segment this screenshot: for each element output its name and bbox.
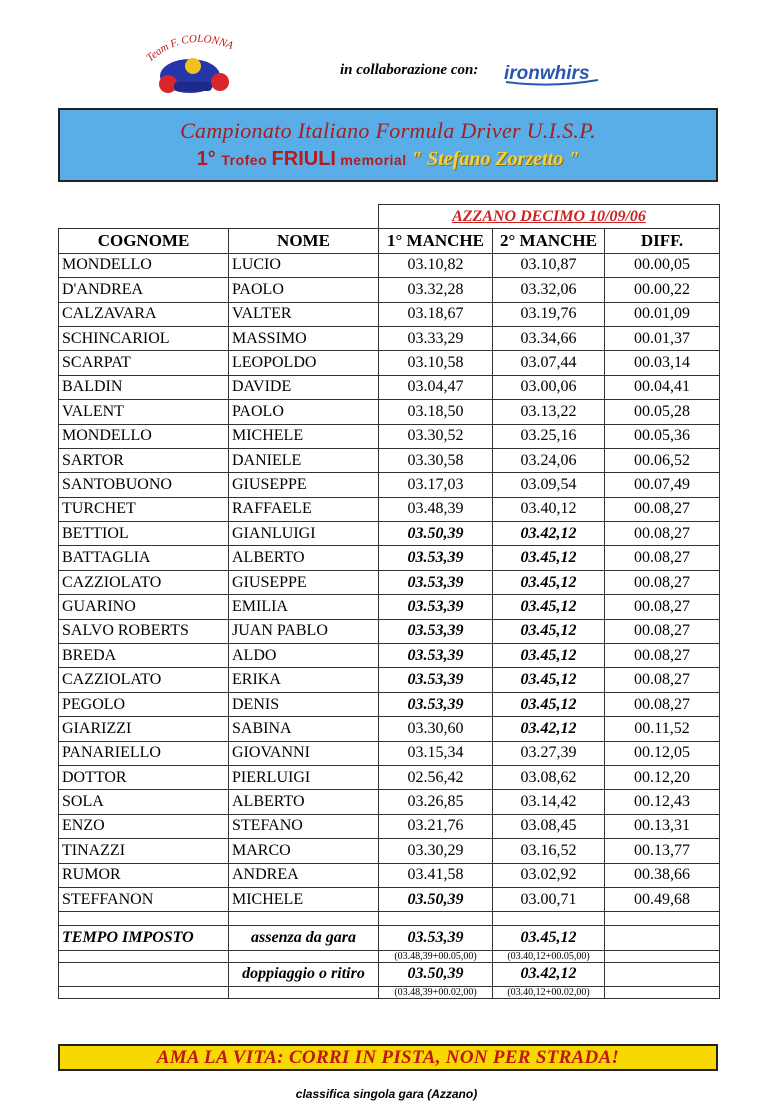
nome-cell: VALTER bbox=[229, 302, 379, 326]
cognome-cell: TINAZZI bbox=[59, 839, 229, 863]
nome-cell: MASSIMO bbox=[229, 326, 379, 350]
column-header: COGNOME bbox=[59, 229, 229, 253]
diff-cell: 00.12,05 bbox=[605, 741, 720, 765]
nome-cell: GIUSEPPE bbox=[229, 473, 379, 497]
absence-formula-row bbox=[59, 950, 720, 962]
diff-cell: 00.38,66 bbox=[605, 863, 720, 887]
trophy-word: Trofeo bbox=[221, 152, 272, 168]
manche1-cell: 03.53,39 bbox=[379, 668, 493, 692]
manche2-cell: 03.45,12 bbox=[493, 692, 605, 716]
championship-title: Campionato Italiano Formula Driver U.I.S.P. bbox=[180, 118, 596, 143]
cognome-cell: CAZZIOLATO bbox=[59, 668, 229, 692]
cognome-cell: TURCHET bbox=[59, 497, 229, 521]
cognome-cell: BREDA bbox=[59, 644, 229, 668]
table-row bbox=[59, 302, 720, 326]
diff-cell: 00.01,37 bbox=[605, 326, 720, 350]
nome-cell: SABINA bbox=[229, 717, 379, 741]
manche2-cell: 03.00,71 bbox=[493, 887, 605, 911]
manche1-cell: 03.10,58 bbox=[379, 351, 493, 375]
nome-cell: DENIS bbox=[229, 692, 379, 716]
manche2-cell: 03.27,39 bbox=[493, 741, 605, 765]
nome-cell: MICHELE bbox=[229, 887, 379, 911]
nome-cell: STEFANO bbox=[229, 814, 379, 838]
diff-cell: 00.05,28 bbox=[605, 400, 720, 424]
manche2-cell: 03.34,66 bbox=[493, 326, 605, 350]
column-header: DIFF. bbox=[605, 229, 720, 253]
table-row bbox=[59, 570, 720, 594]
cognome-cell: PANARIELLO bbox=[59, 741, 229, 765]
collaboration-label: in collaborazione con: bbox=[340, 62, 479, 78]
diff-cell: 00.05,36 bbox=[605, 424, 720, 448]
manche1-cell: 03.50,39 bbox=[379, 522, 493, 546]
lapped-m1-formula: (03.48,39+00.02,00) bbox=[379, 987, 493, 999]
diff-cell: 00.01,09 bbox=[605, 302, 720, 326]
manche1-cell: 02.56,42 bbox=[379, 765, 493, 789]
nome-cell: GIUSEPPE bbox=[229, 570, 379, 594]
nome-cell: GIANLUIGI bbox=[229, 522, 379, 546]
diff-cell: 00.12,43 bbox=[605, 790, 720, 814]
manche2-cell: 03.09,54 bbox=[493, 473, 605, 497]
results-table bbox=[58, 204, 720, 999]
table-row bbox=[59, 790, 720, 814]
lapped-m2-formula: (03.40,12+00.02,00) bbox=[493, 987, 605, 999]
diff-cell: 00.08,27 bbox=[605, 619, 720, 643]
manche2-cell: 03.45,12 bbox=[493, 570, 605, 594]
absence-m1-formula: (03.48,39+00.05,00) bbox=[379, 950, 493, 962]
manche2-cell: 03.32,06 bbox=[493, 278, 605, 302]
nome-cell: DANIELE bbox=[229, 448, 379, 472]
table-row bbox=[59, 351, 720, 375]
manche1-cell: 03.53,39 bbox=[379, 692, 493, 716]
manche2-cell: 03.19,76 bbox=[493, 302, 605, 326]
absence-m2-formula: (03.40,12+00.05,00) bbox=[493, 950, 605, 962]
nome-cell: RAFFAELE bbox=[229, 497, 379, 521]
manche1-cell: 03.48,39 bbox=[379, 497, 493, 521]
nome-cell: ALBERTO bbox=[229, 546, 379, 570]
venue-date: AZZANO DECIMO 10/09/06 bbox=[379, 205, 720, 229]
trophy-title bbox=[60, 148, 716, 171]
manche2-cell: 03.00,06 bbox=[493, 375, 605, 399]
table-row bbox=[59, 497, 720, 521]
manche2-cell: 03.10,87 bbox=[493, 253, 605, 277]
column-header: 1° MANCHE bbox=[379, 229, 493, 253]
manche2-cell: 03.45,12 bbox=[493, 644, 605, 668]
cognome-cell: SALVO ROBERTS bbox=[59, 619, 229, 643]
cognome-cell: D'ANDREA bbox=[59, 278, 229, 302]
manche1-cell: 03.30,60 bbox=[379, 717, 493, 741]
manche1-cell: 03.30,52 bbox=[379, 424, 493, 448]
manche2-cell: 03.24,06 bbox=[493, 448, 605, 472]
diff-cell: 00.08,27 bbox=[605, 497, 720, 521]
championship-banner bbox=[58, 108, 718, 182]
cognome-cell: SARTOR bbox=[59, 448, 229, 472]
cognome-cell: STEFFANON bbox=[59, 887, 229, 911]
table-row bbox=[59, 765, 720, 789]
column-header: 2° MANCHE bbox=[493, 229, 605, 253]
table-row bbox=[59, 887, 720, 911]
table-row bbox=[59, 326, 720, 350]
nome-cell: LEOPOLDO bbox=[229, 351, 379, 375]
cognome-cell: DOTTOR bbox=[59, 765, 229, 789]
table-row bbox=[59, 619, 720, 643]
nome-cell: EMILIA bbox=[229, 595, 379, 619]
diff-cell: 00.03,14 bbox=[605, 351, 720, 375]
nome-cell: GIOVANNI bbox=[229, 741, 379, 765]
cognome-cell: VALENT bbox=[59, 400, 229, 424]
cognome-cell: GUARINO bbox=[59, 595, 229, 619]
cognome-cell: MONDELLO bbox=[59, 253, 229, 277]
diff-cell: 00.13,31 bbox=[605, 814, 720, 838]
manche1-cell: 03.18,50 bbox=[379, 400, 493, 424]
manche2-cell: 03.45,12 bbox=[493, 546, 605, 570]
table-header bbox=[59, 229, 720, 253]
nome-cell: LUCIO bbox=[229, 253, 379, 277]
table-row bbox=[59, 278, 720, 302]
table-row bbox=[59, 473, 720, 497]
manche2-cell: 03.42,12 bbox=[493, 717, 605, 741]
table-row bbox=[59, 717, 720, 741]
manche1-cell: 03.32,28 bbox=[379, 278, 493, 302]
manche1-cell: 03.53,39 bbox=[379, 570, 493, 594]
manche1-cell: 03.53,39 bbox=[379, 595, 493, 619]
nome-cell: PAOLO bbox=[229, 400, 379, 424]
manche2-cell: 03.08,62 bbox=[493, 765, 605, 789]
diff-cell: 00.12,20 bbox=[605, 765, 720, 789]
nome-cell: ERIKA bbox=[229, 668, 379, 692]
absence-m2: 03.45,12 bbox=[493, 926, 605, 950]
cognome-cell: RUMOR bbox=[59, 863, 229, 887]
table-row bbox=[59, 595, 720, 619]
table-row bbox=[59, 814, 720, 838]
memorial-name: " Stefano Zorzetto " bbox=[411, 148, 580, 170]
team-colonna-logo bbox=[138, 28, 253, 100]
diff-cell: 00.08,27 bbox=[605, 522, 720, 546]
cognome-cell: PEGOLO bbox=[59, 692, 229, 716]
diff-cell: 00.08,27 bbox=[605, 570, 720, 594]
nome-cell: PIERLUIGI bbox=[229, 765, 379, 789]
nome-cell: ALDO bbox=[229, 644, 379, 668]
diff-cell: 00.13,77 bbox=[605, 839, 720, 863]
table-row bbox=[59, 448, 720, 472]
manche1-cell: 03.41,58 bbox=[379, 863, 493, 887]
nome-cell: MARCO bbox=[229, 839, 379, 863]
team-logo-text: Team F. COLONNA bbox=[144, 32, 235, 65]
diff-cell: 00.00,05 bbox=[605, 253, 720, 277]
cognome-cell: MONDELLO bbox=[59, 424, 229, 448]
lapped-label: doppiaggio o ritiro bbox=[229, 962, 379, 986]
table-row bbox=[59, 424, 720, 448]
diff-cell: 00.49,68 bbox=[605, 887, 720, 911]
manche1-cell: 03.18,67 bbox=[379, 302, 493, 326]
table-row bbox=[59, 668, 720, 692]
manche1-cell: 03.15,34 bbox=[379, 741, 493, 765]
table-row bbox=[59, 839, 720, 863]
nome-cell: ALBERTO bbox=[229, 790, 379, 814]
manche1-cell: 03.17,03 bbox=[379, 473, 493, 497]
manche1-cell: 03.04,47 bbox=[379, 375, 493, 399]
cognome-cell: SCHINCARIOL bbox=[59, 326, 229, 350]
table-row bbox=[59, 644, 720, 668]
imposed-time-label: TEMPO IMPOSTO bbox=[59, 926, 229, 950]
cognome-cell: CALZAVARA bbox=[59, 302, 229, 326]
manche1-cell: 03.53,39 bbox=[379, 619, 493, 643]
table-row bbox=[59, 522, 720, 546]
diff-cell: 00.08,27 bbox=[605, 692, 720, 716]
nome-cell: PAOLO bbox=[229, 278, 379, 302]
manche1-cell: 03.33,29 bbox=[379, 326, 493, 350]
manche2-cell: 03.16,52 bbox=[493, 839, 605, 863]
manche2-cell: 03.08,45 bbox=[493, 814, 605, 838]
slogan-banner: AMA LA VITA: CORRI IN PISTA, NON PER STRADA! bbox=[58, 1044, 718, 1071]
table-row bbox=[59, 253, 720, 277]
nome-cell: JUAN PABLO bbox=[229, 619, 379, 643]
lapped-formula-row bbox=[59, 987, 720, 999]
cognome-cell: BALDIN bbox=[59, 375, 229, 399]
manche2-cell: 03.42,12 bbox=[493, 522, 605, 546]
cognome-cell: GIARIZZI bbox=[59, 717, 229, 741]
diff-cell: 00.08,27 bbox=[605, 595, 720, 619]
manche1-cell: 03.10,82 bbox=[379, 253, 493, 277]
manche1-cell: 03.53,39 bbox=[379, 644, 493, 668]
imposed-time-lapped bbox=[59, 962, 720, 986]
cognome-cell: BATTAGLIA bbox=[59, 546, 229, 570]
manche2-cell: 03.45,12 bbox=[493, 595, 605, 619]
lapped-m2: 03.42,12 bbox=[493, 962, 605, 986]
diff-cell: 00.07,49 bbox=[605, 473, 720, 497]
absence-label: assenza da gara bbox=[229, 926, 379, 950]
trophy-region: FRIULI bbox=[271, 148, 336, 170]
diff-cell: 00.06,52 bbox=[605, 448, 720, 472]
lapped-m1: 03.50,39 bbox=[379, 962, 493, 986]
table-row bbox=[59, 692, 720, 716]
diff-cell: 00.11,52 bbox=[605, 717, 720, 741]
cognome-cell: SCARPAT bbox=[59, 351, 229, 375]
manche2-cell: 03.02,92 bbox=[493, 863, 605, 887]
manche1-cell: 03.30,58 bbox=[379, 448, 493, 472]
column-header: NOME bbox=[229, 229, 379, 253]
manche2-cell: 03.40,12 bbox=[493, 497, 605, 521]
cognome-cell: CAZZIOLATO bbox=[59, 570, 229, 594]
manche2-cell: 03.45,12 bbox=[493, 668, 605, 692]
nome-cell: ANDREA bbox=[229, 863, 379, 887]
manche1-cell: 03.50,39 bbox=[379, 887, 493, 911]
diff-cell: 00.08,27 bbox=[605, 668, 720, 692]
manche2-cell: 03.14,42 bbox=[493, 790, 605, 814]
table-row bbox=[59, 375, 720, 399]
table-row bbox=[59, 546, 720, 570]
manche1-cell: 03.30,29 bbox=[379, 839, 493, 863]
table-row bbox=[59, 741, 720, 765]
page-caption: classifica singola gara (Azzano) bbox=[295, 1087, 478, 1101]
memorial-word: memorial bbox=[335, 152, 411, 168]
spacer-row bbox=[59, 912, 720, 926]
imposed-time-absence bbox=[59, 926, 720, 950]
manche2-cell: 03.25,16 bbox=[493, 424, 605, 448]
table-row bbox=[59, 400, 720, 424]
manche2-cell: 03.07,44 bbox=[493, 351, 605, 375]
diff-cell: 00.00,22 bbox=[605, 278, 720, 302]
manche2-cell: 03.13,22 bbox=[493, 400, 605, 424]
diff-cell: 00.08,27 bbox=[605, 644, 720, 668]
manche2-cell: 03.45,12 bbox=[493, 619, 605, 643]
manche1-cell: 03.21,76 bbox=[379, 814, 493, 838]
trophy-number: 1° bbox=[196, 148, 222, 170]
nome-cell: MICHELE bbox=[229, 424, 379, 448]
partner-logo-text: ironwhirs bbox=[504, 63, 590, 84]
diff-cell: 00.04,41 bbox=[605, 375, 720, 399]
cognome-cell: SANTOBUONO bbox=[59, 473, 229, 497]
table-row bbox=[59, 863, 720, 887]
cognome-cell: BETTIOL bbox=[59, 522, 229, 546]
manche1-cell: 03.53,39 bbox=[379, 546, 493, 570]
cognome-cell: SOLA bbox=[59, 790, 229, 814]
cognome-cell: ENZO bbox=[59, 814, 229, 838]
ironwhirs-logo bbox=[502, 58, 602, 88]
diff-cell: 00.08,27 bbox=[605, 546, 720, 570]
absence-m1: 03.53,39 bbox=[379, 926, 493, 950]
nome-cell: DAVIDE bbox=[229, 375, 379, 399]
manche1-cell: 03.26,85 bbox=[379, 790, 493, 814]
